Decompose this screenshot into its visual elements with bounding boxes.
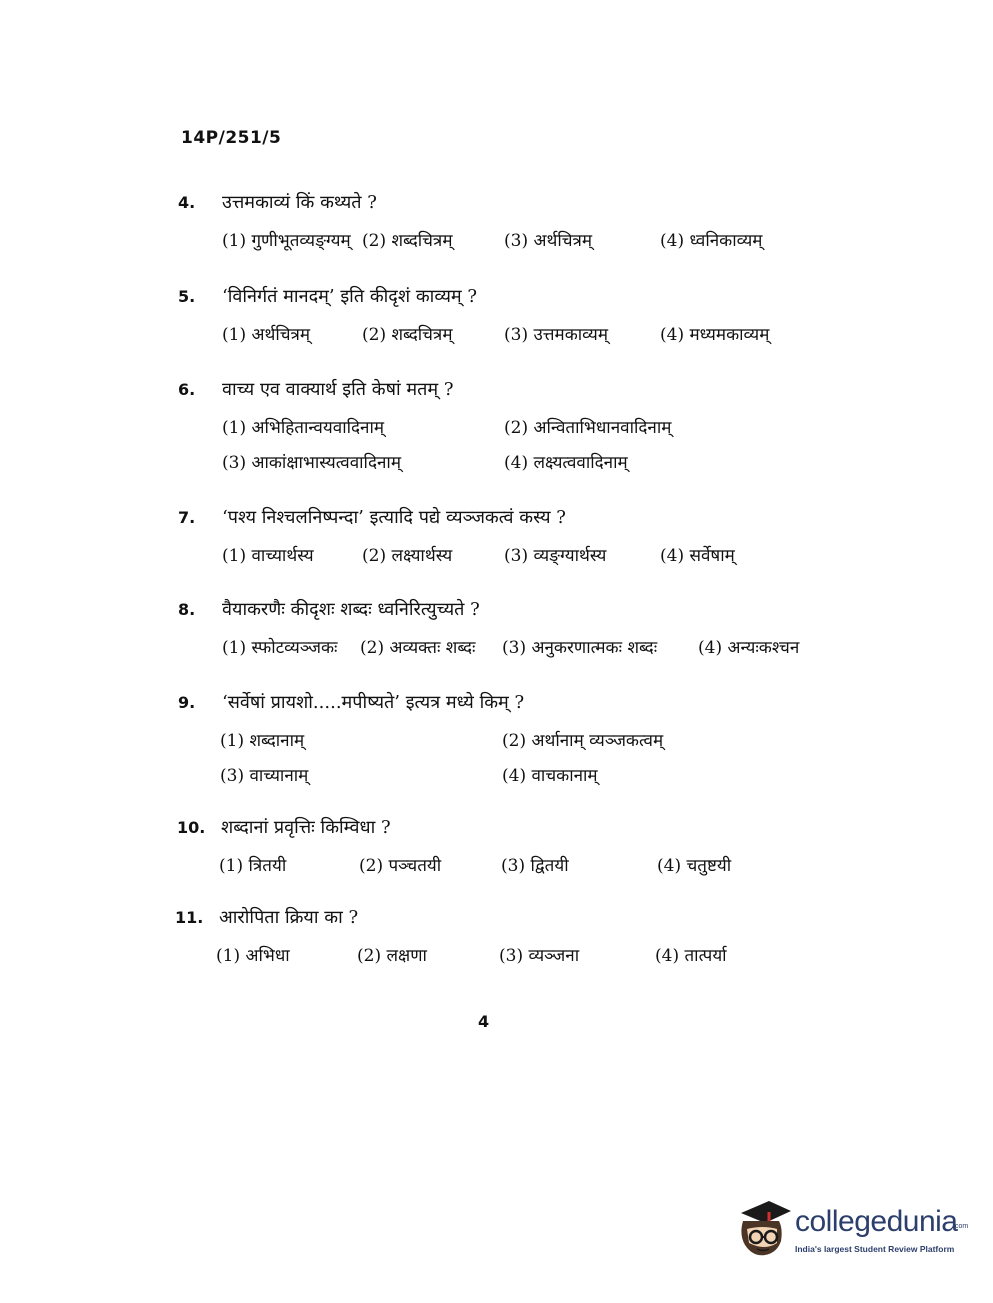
question-10 [177,815,837,883]
page-code: 14P/251/5 [181,128,282,148]
question-text: ‘सर्वेषां प्रायशो.....मपीष्यते’ इत्यत्र मध्ये किम् ? [222,692,525,713]
option-4: (4) मध्यमकाव्यम् [660,325,770,345]
option-1: (1) शब्दानाम् [220,731,305,751]
question-11 [175,905,835,973]
question-number: 9. [178,693,196,712]
option-2: (2) लक्ष्यार्थस्य [362,546,453,566]
question-text: वाच्य एव वाक्यार्थ इति केषां मतम् ? [222,379,454,400]
option-1: (1) अभिहितान्वयवादिनाम् [222,418,385,438]
option-3: (3) व्यङ्ग्यार्थस्य [504,546,607,566]
option-1: (1) अभिधा [216,946,290,966]
option-1: (1) गुणीभूतव्यङ्ग्यम् [222,231,351,251]
option-1: (1) वाच्यार्थस्य [222,546,314,566]
option-4: (4) अन्यःकश्चन [698,638,800,658]
question-text: शब्दानां प्रवृत्तिः किम्विधा ? [221,817,391,838]
option-1: (1) त्रितयी [219,856,287,876]
question-number: 6. [178,380,196,399]
option-4: (4) ध्वनिकाव्यम् [660,231,763,251]
question-6 [178,377,838,485]
question-text: वैयाकरणैः कीदृशः शब्दः ध्वनिरित्युच्यते ? [222,599,480,620]
option-2: (2) शब्दचित्रम् [362,325,453,345]
question-7 [178,505,838,573]
option-2: (2) अर्थानाम् व्यञ्जकत्वम् [502,731,664,751]
graduate-mascot-icon [735,1195,795,1265]
logo-tagline: India's largest Student Review Platform [795,1244,955,1254]
option-2: (2) अव्यक्तः शब्दः [360,638,476,658]
logo-wordmark: collegedunia [795,1205,958,1238]
question-number: 10. [177,818,206,837]
question-number: 8. [178,600,196,619]
question-9 [178,690,838,798]
question-number: 4. [178,193,196,212]
collegedunia-logo [735,1195,969,1270]
option-3: (3) अनुकरणात्मकः शब्दः [502,638,658,658]
option-2: (2) लक्षणा [357,946,427,966]
logo-suffix: .com [953,1223,969,1230]
option-4: (4) सर्वेषाम् [660,546,735,566]
option-4: (4) तात्पर्या [655,946,727,966]
option-3: (3) उत्तमकाव्यम् [504,325,609,345]
question-5 [178,284,838,352]
option-3: (3) अर्थचित्रम् [504,231,593,251]
option-4: (4) लक्ष्यत्ववादिनाम् [504,453,628,473]
question-number: 11. [175,908,204,927]
option-1: (1) स्फोटव्यञ्जकः [222,638,338,658]
option-1: (1) अर्थचित्रम् [222,325,311,345]
question-number: 5. [178,287,196,306]
question-8 [178,597,838,665]
option-2: (2) शब्दचित्रम् [362,231,453,251]
option-3: (3) द्वितयी [501,856,569,876]
question-text: आरोपिता क्रिया का ? [219,907,359,928]
question-text: ‘विनिर्गतं मानदम्’ इति कीदृशं काव्यम् ? [222,286,478,307]
option-2: (2) अन्विताभिधानवादिनाम् [504,418,672,438]
question-text: उत्तमकाव्यं किं कथ्यते ? [222,192,377,213]
option-2: (2) पञ्चतयी [359,856,442,876]
question-number: 7. [178,508,196,527]
question-text: ‘पश्य निश्चलनिष्पन्दा’ इत्यादि पद्ये व्यञ्जकत्वं कस्य ? [222,507,566,528]
option-3: (3) आकांक्षाभास्यत्ववादिनाम् [222,453,401,473]
option-4: (4) वाचकानाम् [502,766,598,786]
option-3: (3) व्यञ्जना [499,946,580,966]
page-number: 4 [478,1012,490,1031]
option-3: (3) वाच्यानाम् [220,766,309,786]
option-4: (4) चतुष्टयी [657,856,732,876]
question-4 [178,190,838,258]
